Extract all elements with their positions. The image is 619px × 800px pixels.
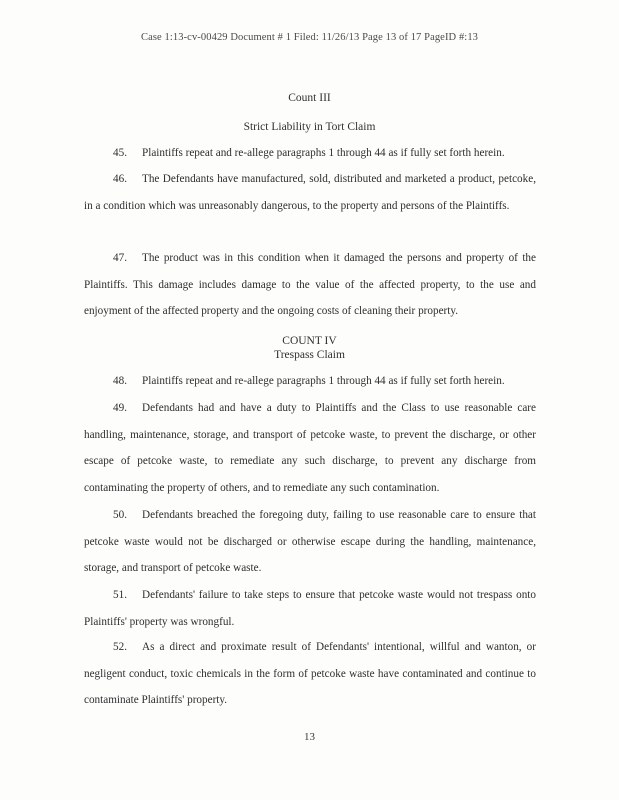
paragraph-47 [84, 245, 536, 325]
paragraph-number: 48. [113, 375, 127, 387]
paragraph-text: Defendants breached the foregoing duty, failing to use reasonable care to ensure that petcoke waste would not be discharged or otherwise escape during the handling, maintenance, storage, and transport of petcoke waste. [84, 509, 536, 575]
section-subheading-count-iv: Trespass Claim [274, 349, 345, 361]
paragraph-51 [84, 582, 536, 635]
paragraph-number: 47. [113, 252, 127, 264]
paragraph-number: 51. [113, 589, 127, 601]
page-number: 13 [304, 731, 315, 743]
paragraph-text: Defendants' failure to take steps to ensure that petcoke waste would not trespass onto Plaintiffs' property was wrongful. [84, 589, 536, 628]
paragraph-text: The product was in this condition when it damaged the persons and property of the Plaintiffs. This damage includes damage to the value of the affected property, to the use and enjoyment of the affected property and the ongoing costs of cleaning their property. [84, 252, 536, 318]
case-header: Case 1:13-cv-00429 Document # 1 Filed: 11/26/13 Page 13 of 17 PageID #:13 [140, 32, 479, 43]
paragraph-52 [84, 634, 536, 714]
paragraph-number: 52. [113, 641, 127, 653]
section-heading-count-iv: COUNT IV [282, 335, 337, 347]
paragraph-45 [84, 140, 536, 167]
paragraph-48 [84, 368, 536, 395]
paragraph-text: The Defendants have manufactured, sold, distributed and marketed a product, petcoke, in a condition which was unreasonably dangerous, to the property and persons of the Plaintiffs. [84, 173, 536, 212]
paragraph-text: As a direct and proximate result of Defendants' intentional, willful and wanton, or negligent conduct, toxic chemicals in the form of petcoke waste have contaminated and continue to contaminate Plaintiffs' property. [84, 641, 536, 707]
paragraph-49 [84, 395, 536, 501]
paragraph-text: Defendants had and have a duty to Plaintiffs and the Class to use reasonable care handling, maintenance, storage, and transport of petcoke waste, to prevent the discharge, or other escape of petcoke waste, to remediate any such discharge, to prevent any discharge from contaminating the property of others, and to remediate any such contamination. [84, 402, 536, 494]
paragraph-46 [84, 166, 536, 219]
paragraph-number: 50. [113, 509, 127, 521]
section-subheading-count-iii: Strict Liability in Tort Claim [243, 121, 376, 133]
paragraph-number: 45. [113, 147, 127, 159]
paragraph-number: 49. [113, 402, 127, 414]
paragraph-text: Plaintiffs repeat and re-allege paragraphs 1 through 44 as if fully set forth herein. [142, 147, 505, 159]
paragraph-number: 46. [113, 173, 127, 185]
paragraph-text: Plaintiffs repeat and re-allege paragraphs 1 through 44 as if fully set forth herein. [142, 375, 505, 387]
section-heading-count-iii: Count III [288, 92, 331, 104]
paragraph-50 [84, 502, 536, 582]
